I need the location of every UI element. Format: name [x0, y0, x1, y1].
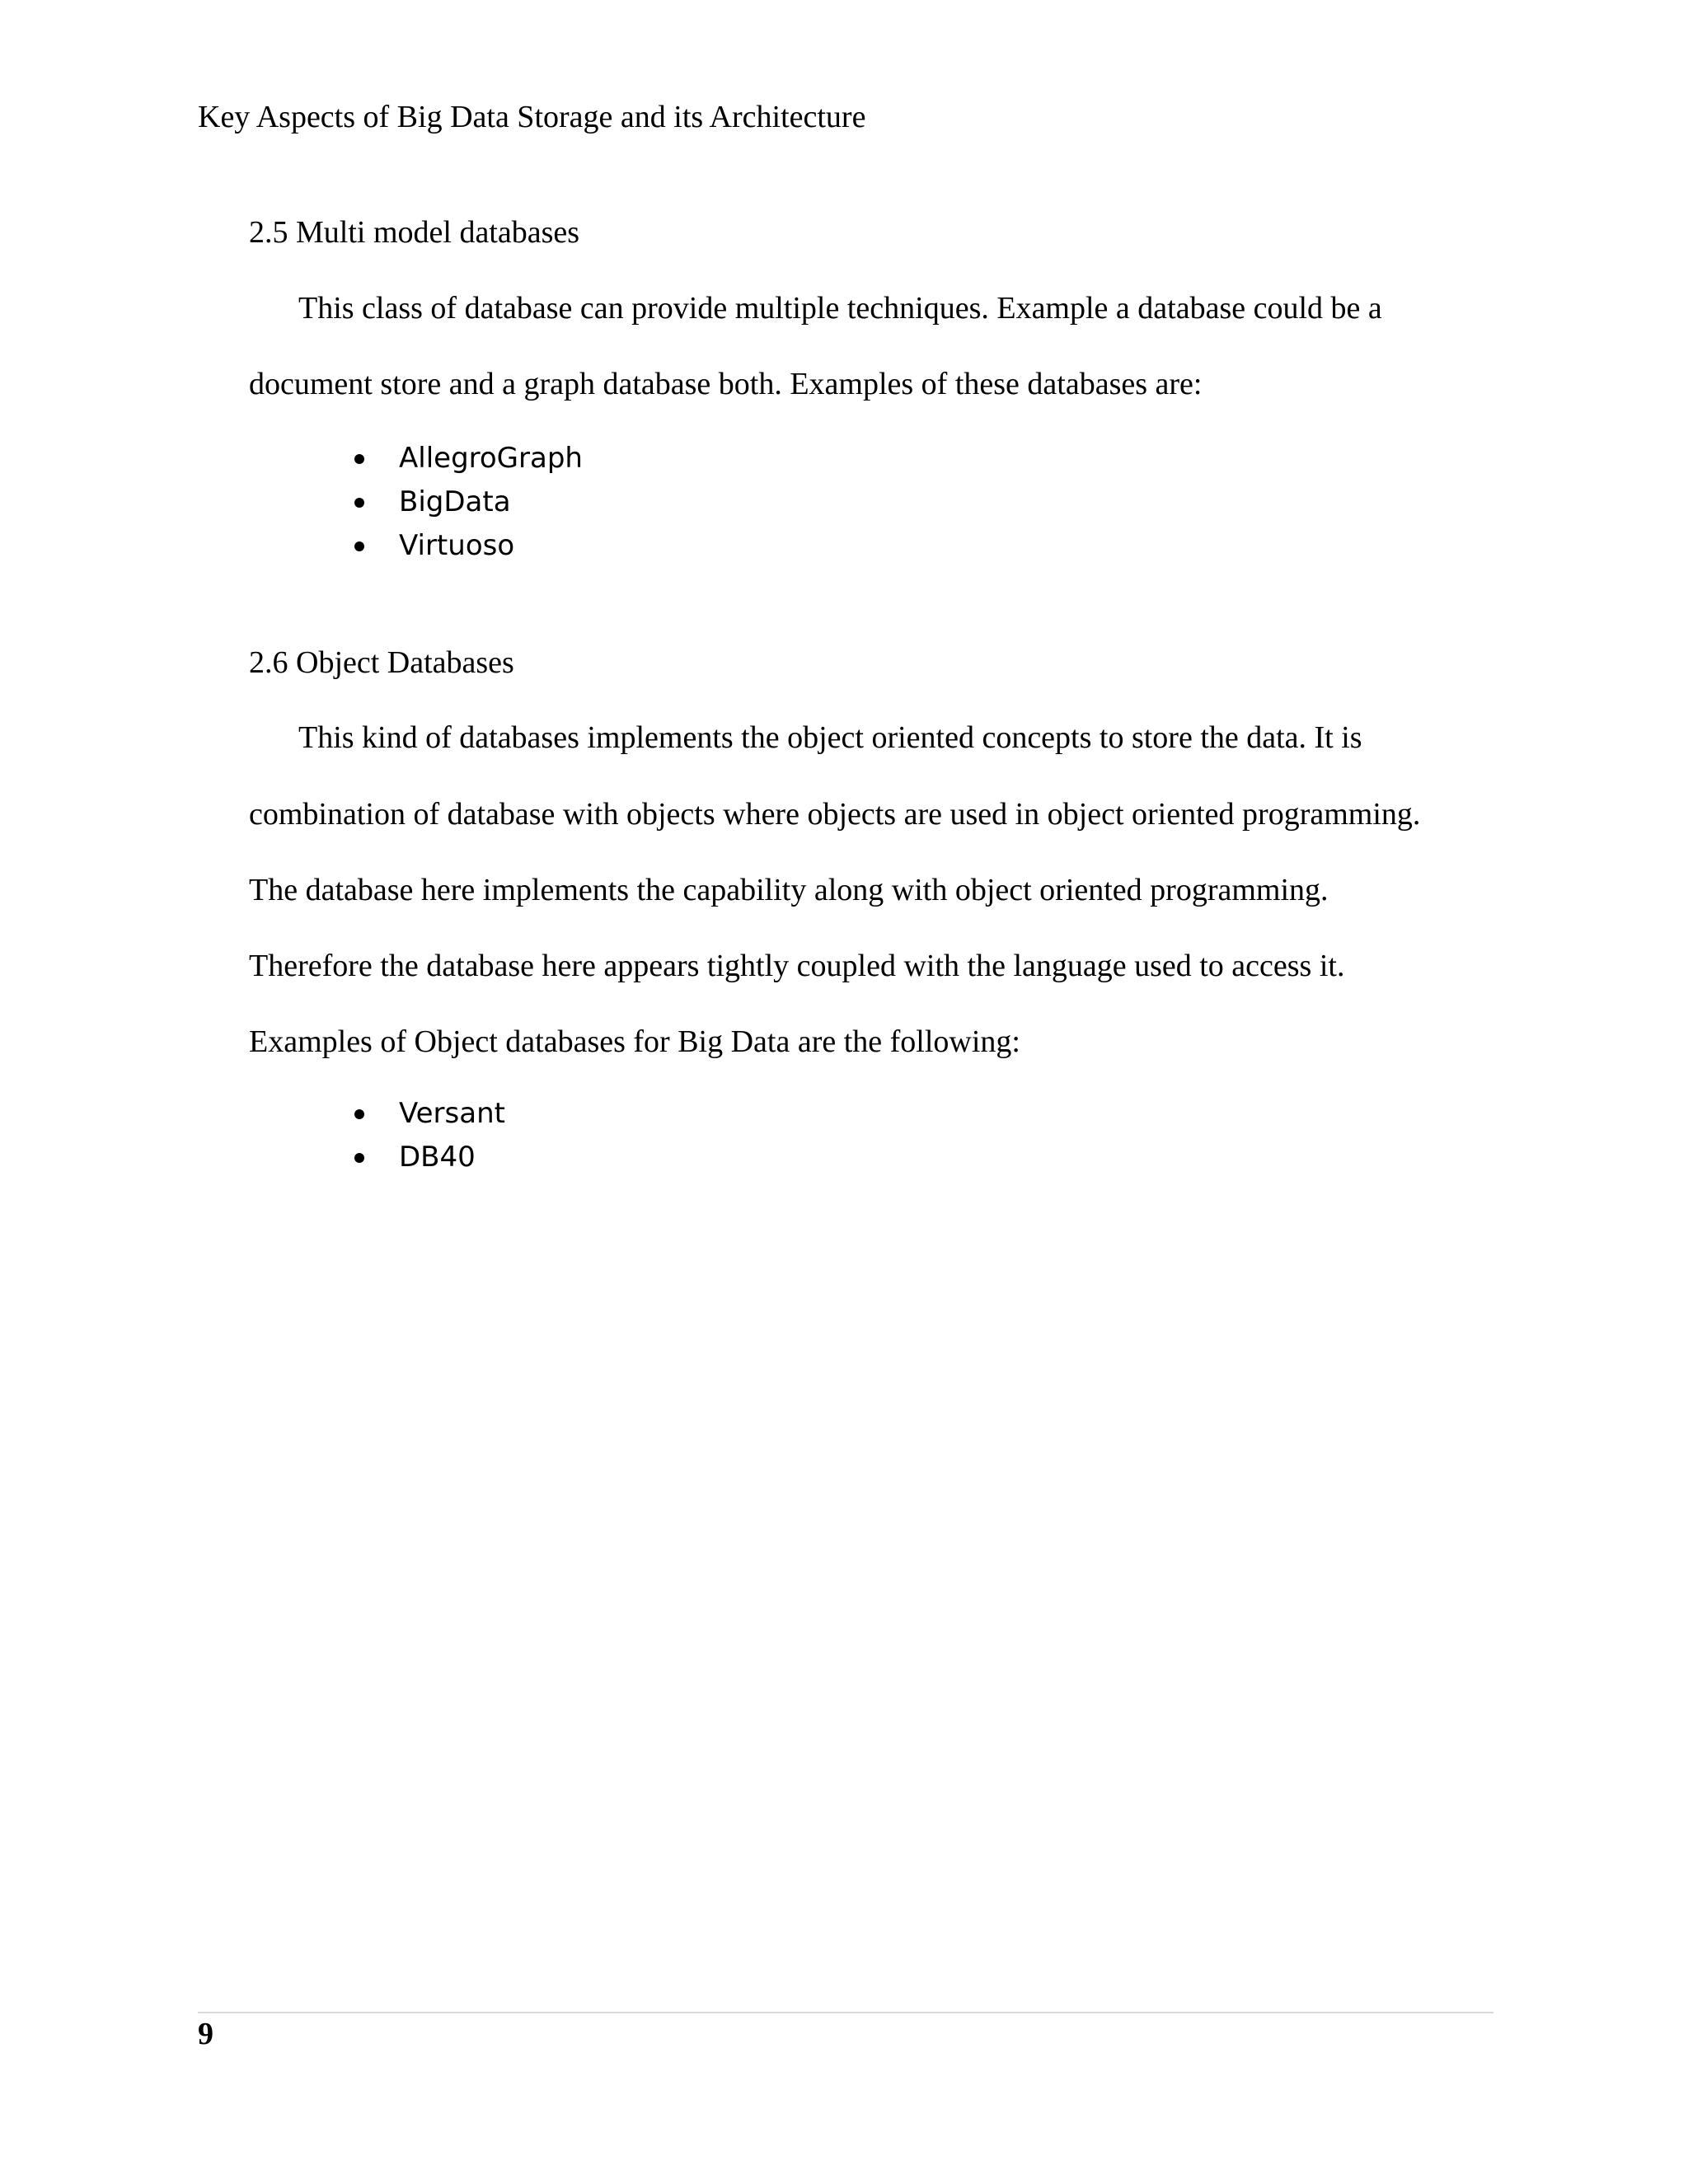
bullet-list-multi-model [354, 437, 583, 568]
list-item-label: AllegroGraph [399, 442, 583, 475]
bullet-list-object-databases [354, 1092, 505, 1179]
paragraph-line: combination of database with objects where objects are used in object oriented programming. [249, 797, 1421, 832]
list-item-label: BigData [399, 485, 511, 518]
bullet-icon [354, 1109, 364, 1119]
list-item-label: DB40 [399, 1141, 476, 1174]
section-heading-2-5: 2.5 Multi model databases [249, 215, 580, 250]
list-item [354, 437, 583, 480]
paragraph-line: document store and a graph database both. Examples of these databases are: [249, 367, 1203, 401]
running-header: Key Aspects of Big Data Storage and its Architecture [198, 100, 866, 134]
paragraph-line: The database here implements the capability along with object oriented programming. [249, 873, 1329, 907]
section-heading-2-6: 2.6 Object Databases [249, 645, 514, 680]
paragraph-line: This kind of databases implements the object oriented concepts to store the data. It is [298, 720, 1362, 755]
bullet-icon [354, 1153, 364, 1163]
bullet-icon [354, 454, 364, 464]
list-item-label: Virtuoso [399, 529, 515, 562]
list-item [354, 524, 583, 568]
list-item [354, 1136, 505, 1179]
page-number: 9 [198, 2017, 213, 2051]
bullet-icon [354, 498, 364, 508]
paragraph-line: This class of database can provide multiple techniques. Example a database could be a [298, 291, 1382, 326]
list-item [354, 1092, 505, 1136]
list-item [354, 480, 583, 524]
paragraph-line: Examples of Object databases for Big Data are the following: [249, 1024, 1020, 1059]
list-item-label: Versant [399, 1097, 505, 1130]
bullet-icon [354, 541, 364, 551]
footer-divider [198, 2012, 1493, 2013]
paragraph-line: Therefore the database here appears tightly coupled with the language used to access it. [249, 949, 1345, 983]
